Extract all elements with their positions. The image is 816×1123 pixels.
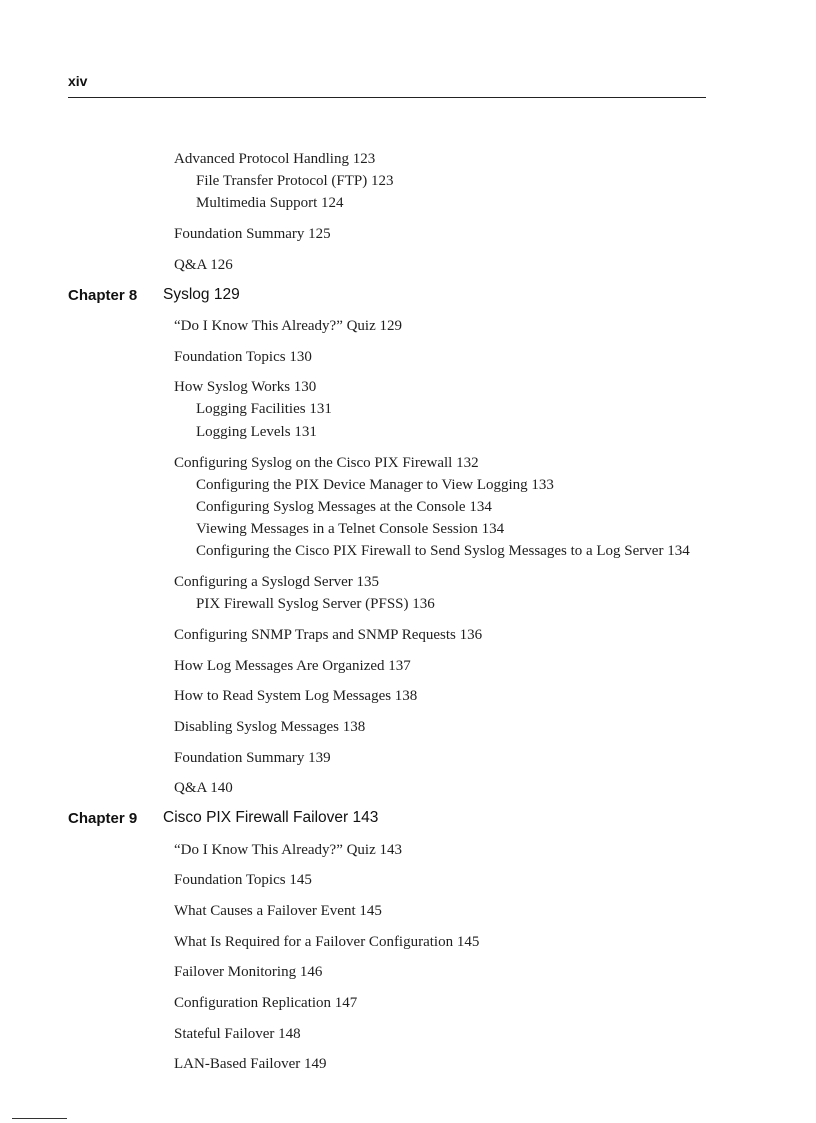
toc-entry: Foundation Summary 125: [174, 226, 331, 242]
toc-entry: “Do I Know This Already?” Quiz 129: [174, 318, 403, 334]
toc-subentry: File Transfer Protocol (FTP) 123: [196, 173, 394, 189]
toc-entry: Foundation Topics 145: [174, 872, 312, 888]
chapter-9-title: Cisco PIX Firewall Failover 143: [163, 809, 379, 826]
toc-subentry: Logging Levels 131: [196, 424, 317, 440]
toc-entry: LAN-Based Failover 149: [174, 1056, 327, 1072]
toc-entry: Configuration Replication 147: [174, 995, 358, 1011]
toc-subentry: Logging Facilities 131: [196, 401, 332, 417]
toc-subentry: Multimedia Support 124: [196, 195, 344, 211]
toc-entry: Advanced Protocol Handling 123: [174, 151, 376, 167]
toc-subentry: Viewing Messages in a Telnet Console Session 134: [196, 521, 505, 537]
toc-subentry: Configuring the PIX Device Manager to View Logging 133: [196, 477, 554, 493]
toc-subentry: PIX Firewall Syslog Server (PFSS) 136: [196, 596, 435, 612]
toc-entry: Failover Monitoring 146: [174, 964, 323, 980]
toc-entry: Stateful Failover 148: [174, 1026, 301, 1042]
toc-subentry: Configuring the Cisco PIX Firewall to Send Syslog Messages to a Log Server 134: [196, 543, 690, 559]
toc-entry: Configuring Syslog on the Cisco PIX Firewall 132: [174, 455, 479, 471]
toc-entry: How to Read System Log Messages 138: [174, 688, 418, 704]
chapter-8-label: Chapter 8: [68, 287, 138, 304]
toc-entry: What Is Required for a Failover Configuration 145: [174, 934, 480, 950]
toc-entry: What Causes a Failover Event 145: [174, 903, 382, 919]
toc-entry: Configuring a Syslogd Server 135: [174, 574, 379, 590]
chapter-9-label: Chapter 9: [68, 810, 138, 827]
toc-entry: Q&A 140: [174, 780, 233, 796]
toc-entry: Disabling Syslog Messages 138: [174, 719, 366, 735]
toc-entry: Q&A 126: [174, 257, 233, 273]
toc-entry: “Do I Know This Already?” Quiz 143: [174, 842, 403, 858]
toc-subentry: Configuring Syslog Messages at the Console 134: [196, 499, 492, 515]
chapter-8-title: Syslog 129: [163, 286, 240, 303]
page-number: xiv: [68, 73, 88, 89]
toc-entry: How Syslog Works 130: [174, 379, 317, 395]
footer-rule: [12, 1118, 67, 1119]
toc-entry: Foundation Summary 139: [174, 750, 331, 766]
toc-entry: Foundation Topics 130: [174, 349, 312, 365]
toc-entry: Configuring SNMP Traps and SNMP Requests 136: [174, 627, 483, 643]
toc-entry: How Log Messages Are Organized 137: [174, 658, 411, 674]
